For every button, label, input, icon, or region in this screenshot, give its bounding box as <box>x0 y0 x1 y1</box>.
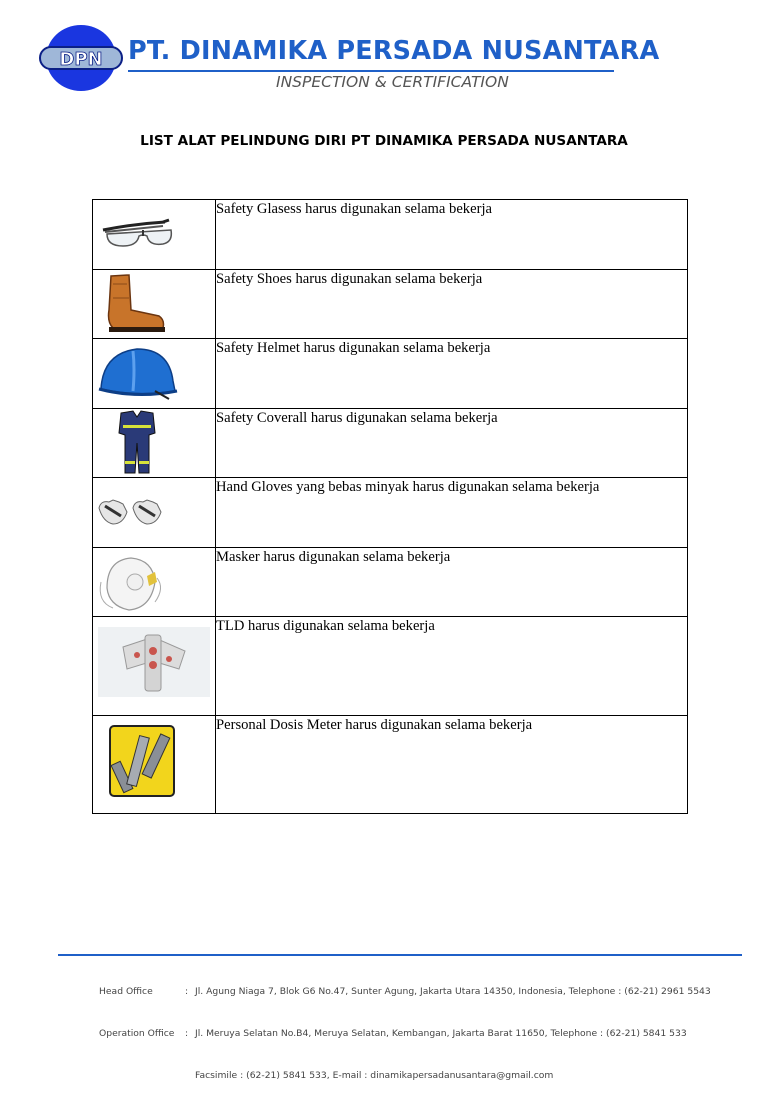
footer-separator: : <box>185 986 189 997</box>
table-row <box>93 200 688 270</box>
table-row <box>93 548 688 617</box>
safety-glasses-image <box>93 200 215 268</box>
head-office-text: Jl. Agung Niaga 7, Blok G6 No.47, Sunter Agung, Jakarta Utara 14350, Indonesia, Telephone : (62-21) 2961 5543 <box>195 986 711 997</box>
list-item-text: Safety Helmet harus digunakan selama bekerja <box>216 340 491 356</box>
list-item-text: Personal Dosis Meter harus digunakan selama bekerja <box>216 717 533 733</box>
mask-image <box>93 548 215 616</box>
document-title: LIST ALAT PELINDUNG DIRI PT DINAMIKA PERSADA NUSANTARA <box>140 133 628 149</box>
safety-helmet-image <box>93 339 215 407</box>
dosimeter-image <box>93 716 215 806</box>
company-logo <box>38 24 124 92</box>
fax-email-text: Facsimile : (62-21) 5841 533, E-mail : dinamikapersadanusantara@gmail.com <box>195 1070 554 1081</box>
hand-gloves-image <box>93 478 215 546</box>
table-row <box>93 716 688 814</box>
list-item-text: Safety Coverall harus digunakan selama bekerja <box>216 410 498 426</box>
table-row <box>93 478 688 548</box>
operation-office-text: Jl. Meruya Selatan No.B4, Meruya Selatan, Kembangan, Jakarta Barat 11650, Telephone : (62-21) 5841 533 <box>195 1028 687 1039</box>
list-item-text: Safety Shoes harus digunakan selama bekerja <box>216 271 483 287</box>
logo-text: DPN <box>59 49 103 70</box>
table-row <box>93 339 688 409</box>
list-item-text: TLD harus digunakan selama bekerja <box>216 618 435 634</box>
footer <box>99 957 711 1097</box>
ppe-table <box>92 199 688 814</box>
table-row <box>93 409 688 478</box>
list-item-text: Safety Glasess harus digunakan selama bekerja <box>216 201 492 217</box>
company-tagline: INSPECTION & CERTIFICATION <box>276 73 509 91</box>
list-item-text: Masker harus digunakan selama bekerja <box>216 549 451 565</box>
safety-shoes-image <box>93 270 215 336</box>
operation-office-label: Operation Office <box>99 1028 175 1039</box>
tld-badge-image <box>93 617 215 707</box>
footer-divider <box>58 954 742 956</box>
table-row <box>93 270 688 339</box>
company-name: PT. DINAMIKA PERSADA NUSANTARA <box>128 36 660 66</box>
footer-separator: : <box>185 1028 189 1039</box>
header-divider <box>128 70 614 72</box>
list-item-text: Hand Gloves yang bebas minyak harus digunakan selama bekerja <box>216 479 600 495</box>
table-row <box>93 617 688 716</box>
head-office-label: Head Office <box>99 986 153 997</box>
safety-coverall-image <box>93 409 215 477</box>
